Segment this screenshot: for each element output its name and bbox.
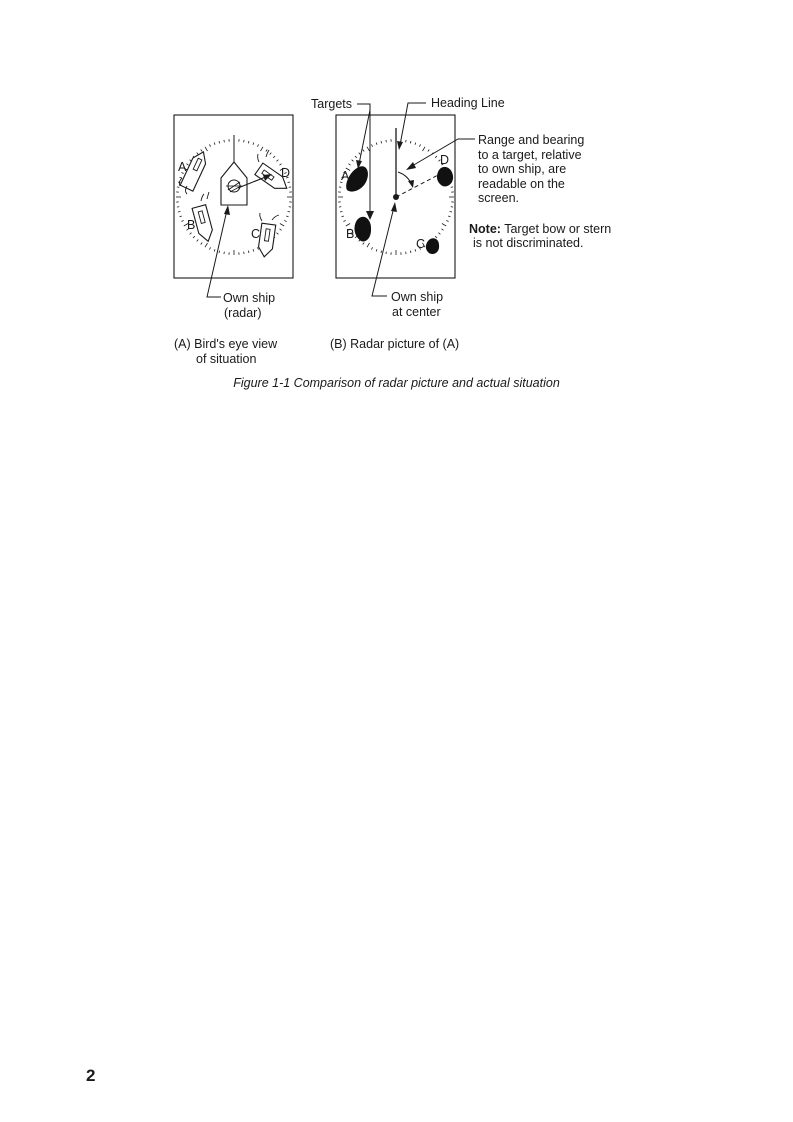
ship-b-wake <box>201 192 209 201</box>
own-ship-label-b-line2: at center <box>392 305 441 319</box>
own-ship-callout-line-b <box>372 207 394 296</box>
range-bearing-note-line2: to a target, relative <box>478 148 582 162</box>
range-ring-tick <box>180 216 182 217</box>
range-ring-tick <box>177 207 179 208</box>
range-ring-tick <box>187 164 189 166</box>
panel-a-caption-line1: (A) Bird's eye view <box>174 337 278 351</box>
range-ring-tick <box>210 247 211 249</box>
panel-a-letter-a: A <box>178 160 187 174</box>
range-ring-tick <box>253 249 254 251</box>
range-ring-tick <box>442 224 446 227</box>
radar-comparison-figure <box>0 0 793 420</box>
range-ring-tick <box>406 252 407 254</box>
ship-c-icon <box>257 223 275 258</box>
range-ring-tick <box>190 233 192 235</box>
targets-label: Targets <box>311 97 352 111</box>
targets-arrow-a <box>359 110 370 164</box>
ship-b-icon <box>192 205 215 243</box>
range-ring-tick <box>442 229 444 231</box>
range-ring-tick <box>363 150 365 152</box>
range-ring-tick <box>386 140 387 142</box>
range-ring-tick <box>410 141 411 143</box>
range-ring-tick <box>451 207 453 208</box>
range-ring-tick <box>248 251 249 253</box>
note-text-line2: is not discriminated. <box>473 236 584 250</box>
panel-b-letter-b: B <box>346 227 355 241</box>
ship-c-wake <box>260 213 279 221</box>
range-ring-tick <box>266 150 268 152</box>
range-ring-tick <box>193 236 195 238</box>
range-ring-tick <box>288 211 290 212</box>
page-number: 2 <box>86 1066 96 1085</box>
panel-a-letter-d: D <box>281 166 291 180</box>
figure-caption: Figure 1-1 Comparison of radar picture and actual situation <box>233 376 560 390</box>
range-ring-tick <box>342 216 344 217</box>
range-ring-tick <box>280 229 282 231</box>
range-ring-tick <box>288 182 290 183</box>
range-ring-tick <box>210 144 211 146</box>
panel-b-letter-d: D <box>440 153 450 167</box>
target-blob-d <box>437 167 453 187</box>
panel-b-caption: (B) Radar picture of (A) <box>330 337 460 351</box>
range-ring-tick <box>340 211 342 212</box>
panel-a-letter-c: C <box>251 227 261 241</box>
range-bearing-note-line1: Range and bearing <box>478 133 585 147</box>
range-ring-tick <box>214 249 215 251</box>
notes-block <box>469 133 611 250</box>
range-ring-tick <box>420 144 421 146</box>
range-ring-tick <box>372 144 373 146</box>
range-ring-tick <box>359 153 361 155</box>
range-ring-tick <box>277 160 279 162</box>
range-ring-tick <box>439 233 441 235</box>
range-ring-tick <box>284 221 286 222</box>
own-ship-icon <box>221 135 247 205</box>
range-ring-tick <box>376 249 377 251</box>
range-ring-tick <box>197 153 199 155</box>
own-ship-label-a-line1: Own ship <box>223 291 276 305</box>
panel-b-letter-c: C <box>416 237 426 251</box>
range-ring-tick <box>219 141 220 143</box>
range-ring-tick <box>367 243 370 247</box>
bearing-dashed-line <box>396 173 442 197</box>
range-ring-tick <box>346 224 350 227</box>
bearing-angle-arrowhead <box>408 180 414 188</box>
range-ring-tick <box>201 150 203 152</box>
range-ring-tick <box>248 141 249 143</box>
target-blob-b <box>354 217 371 242</box>
range-ring-tick <box>219 251 220 253</box>
range-ring-tick <box>258 144 259 146</box>
panel-a-birds-eye-view <box>174 115 293 366</box>
note-text-line1: Target bow or stern <box>500 222 612 236</box>
range-ring-tick <box>244 140 245 142</box>
range-ring-tick <box>386 252 387 254</box>
note-line1 <box>469 222 611 236</box>
range-ring-tick <box>180 177 182 178</box>
heading-line-callout <box>400 103 426 145</box>
own-ship-callout-arrowhead-a <box>224 205 230 215</box>
range-ring-tick <box>280 164 282 166</box>
range-ring-tick <box>201 243 203 245</box>
heading-line-arrowhead <box>397 141 403 150</box>
range-ring-tick <box>376 143 377 145</box>
own-ship-label-a-line2: (radar) <box>224 306 262 320</box>
range-ring-tick <box>339 207 341 208</box>
panel-a-letter-b: B <box>187 218 196 232</box>
range-ring-tick <box>372 247 373 249</box>
range-ring-tick <box>261 147 264 151</box>
range-ring-tick <box>178 211 180 212</box>
range-ring-tick <box>446 221 448 222</box>
own-ship-center-dot <box>393 194 399 200</box>
range-ring-tick <box>451 187 453 188</box>
range-ring-tick <box>423 147 426 151</box>
range-ring-tick <box>197 240 199 242</box>
range-bearing-arrowhead <box>406 162 416 170</box>
range-ring-tick <box>448 216 450 217</box>
range-bearing-note-line4: readable on the <box>478 177 565 191</box>
range-ring-tick <box>450 211 452 212</box>
panel-a-caption-line2: of situation <box>196 352 257 366</box>
range-ring-tick <box>224 140 225 142</box>
range-ring-tick <box>286 216 288 217</box>
range-ring-tick <box>289 187 291 188</box>
own-ship-label-b-line1: Own ship <box>391 290 444 304</box>
range-ring-tick <box>280 224 284 227</box>
range-ring-tick <box>367 147 370 151</box>
range-ring-tick <box>273 156 275 158</box>
note-label: Note: <box>469 222 501 236</box>
range-ring-tick <box>339 187 341 188</box>
range-ring-tick <box>214 143 215 145</box>
own-ship-callout-arrowhead-b <box>391 202 397 212</box>
range-ring-tick <box>289 207 291 208</box>
range-bearing-note-line5: screen. <box>478 191 519 205</box>
range-ring-tick <box>355 156 357 158</box>
target-blob-c <box>426 238 439 254</box>
range-ring-tick <box>277 233 279 235</box>
range-ring-tick <box>205 147 208 151</box>
range-ring-tick <box>355 236 357 238</box>
range-ring-tick <box>363 243 365 245</box>
range-ring-tick <box>181 221 183 222</box>
range-ring-tick <box>205 243 208 247</box>
range-ring-tick <box>270 153 272 155</box>
range-ring-tick <box>428 150 430 152</box>
range-ring-tick <box>352 160 354 162</box>
range-ring-tick <box>406 140 407 142</box>
range-ring-tick <box>435 236 437 238</box>
range-ring-tick <box>253 143 254 145</box>
range-ring-tick <box>244 252 245 254</box>
range-bearing-note-line3: to own ship, are <box>478 162 567 176</box>
panel-b-letter-a: A <box>341 169 350 183</box>
ship-d-wake <box>258 150 269 162</box>
range-ring-tick <box>381 251 382 253</box>
range-ring-tick <box>349 164 351 166</box>
range-ring-tick <box>177 187 179 188</box>
range-ring-tick <box>343 221 345 222</box>
range-ring-tick <box>410 251 411 253</box>
range-ring-tick <box>415 143 416 145</box>
range-ring-tick <box>435 156 437 158</box>
range-ring-tick <box>224 252 225 254</box>
range-ring-tick <box>381 141 382 143</box>
heading-line-label: Heading Line <box>431 96 505 110</box>
